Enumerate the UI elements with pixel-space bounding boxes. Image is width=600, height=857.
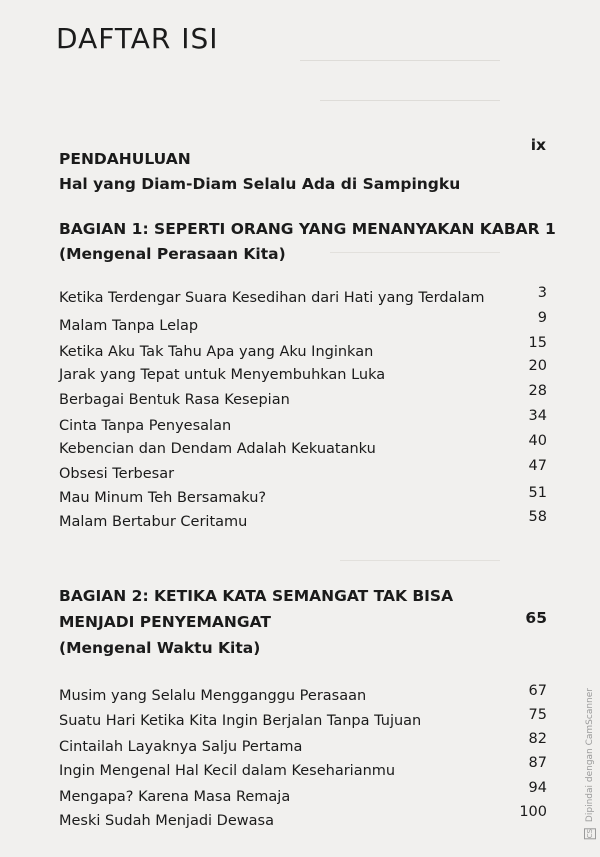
toc-entry-page: 20 xyxy=(528,358,547,374)
toc-entry-title: Mau Minum Teh Bersamaku? xyxy=(59,490,267,506)
toc-entry-title: Jarak yang Tepat untuk Menyembuhkan Luka xyxy=(59,367,386,383)
toc-entry-page: 28 xyxy=(528,383,547,399)
toc-entry-title: Berbagai Bentuk Rasa Kesepian xyxy=(59,392,290,408)
bleed-through-mark xyxy=(320,100,500,101)
part2-subtitle: (Mengenal Waktu Kita) xyxy=(59,639,261,657)
part1-subtitle: (Mengenal Perasaan Kita) xyxy=(59,245,286,263)
bleed-through-mark xyxy=(300,60,500,61)
part2-page-number: 65 xyxy=(525,609,547,627)
toc-entry-title: Malam Bertabur Ceritamu xyxy=(59,514,248,530)
toc-entry-title: Cinta Tanpa Penyesalan xyxy=(59,418,232,434)
toc-entry-title: Ketika Aku Tak Tahu Apa yang Aku Inginkan xyxy=(59,344,374,360)
toc-entry-page: 75 xyxy=(528,707,547,723)
toc-entry-page: 87 xyxy=(528,755,547,771)
intro-heading: PENDAHULUAN xyxy=(59,150,191,168)
part2-heading-line2: MENJADI PENYEMANGAT xyxy=(59,613,271,631)
bleed-through-mark xyxy=(340,560,500,561)
toc-entry-title: Cintailah Layaknya Salju Pertama xyxy=(59,739,303,755)
toc-entry-title: Obsesi Terbesar xyxy=(59,466,175,482)
toc-entry-title: Meski Sudah Menjadi Dewasa xyxy=(59,813,274,829)
scanner-watermark-text: Dipindai dengan CamScanner xyxy=(585,687,595,822)
toc-entry-page: 40 xyxy=(528,433,547,449)
toc-entry-title: Ketika Terdengar Suara Kesedihan dari Hati yang Terdalam xyxy=(59,290,485,306)
toc-entry-page: 15 xyxy=(528,335,547,351)
toc-entry-page: 3 xyxy=(537,285,547,301)
part2-heading-line1: BAGIAN 2: KETIKA KATA SEMANGAT TAK BISA xyxy=(59,587,454,605)
intro-page-number: ix xyxy=(530,136,546,154)
toc-entry-page: 9 xyxy=(537,310,547,326)
part1-heading: BAGIAN 1: SEPERTI ORANG YANG MENANYAKAN KABAR 1 xyxy=(59,220,556,238)
toc-entry-title: Malam Tanpa Lelap xyxy=(59,318,199,334)
scanner-logo-icon: CS xyxy=(586,828,594,838)
toc-entry-title: Kebencian dan Dendam Adalah Kekuatanku xyxy=(59,441,376,457)
toc-entry-title: Ingin Mengenal Hal Kecil dalam Keseharianmu xyxy=(59,763,396,779)
toc-entry-title: Mengapa? Karena Masa Remaja xyxy=(59,789,291,805)
scanner-watermark xyxy=(584,688,596,839)
toc-entry-title: Musim yang Selalu Mengganggu Perasaan xyxy=(59,688,367,704)
toc-entry-page: 67 xyxy=(528,683,547,699)
toc-entry-page: 34 xyxy=(528,408,547,424)
toc-entry-page: 94 xyxy=(528,780,547,796)
intro-subtitle: Hal yang Diam-Diam Selalu Ada di Sampingku xyxy=(59,175,461,193)
bleed-through-mark xyxy=(330,252,500,253)
toc-entry-title: Suatu Hari Ketika Kita Ingin Berjalan Tanpa Tujuan xyxy=(59,713,422,729)
toc-entry-page: 82 xyxy=(528,731,547,747)
toc-entry-page: 58 xyxy=(528,509,547,525)
toc-entry-page: 51 xyxy=(528,485,547,501)
toc-entry-page: 47 xyxy=(528,458,547,474)
page-title: DAFTAR ISI xyxy=(56,22,219,55)
toc-entry-page: 100 xyxy=(519,804,547,820)
